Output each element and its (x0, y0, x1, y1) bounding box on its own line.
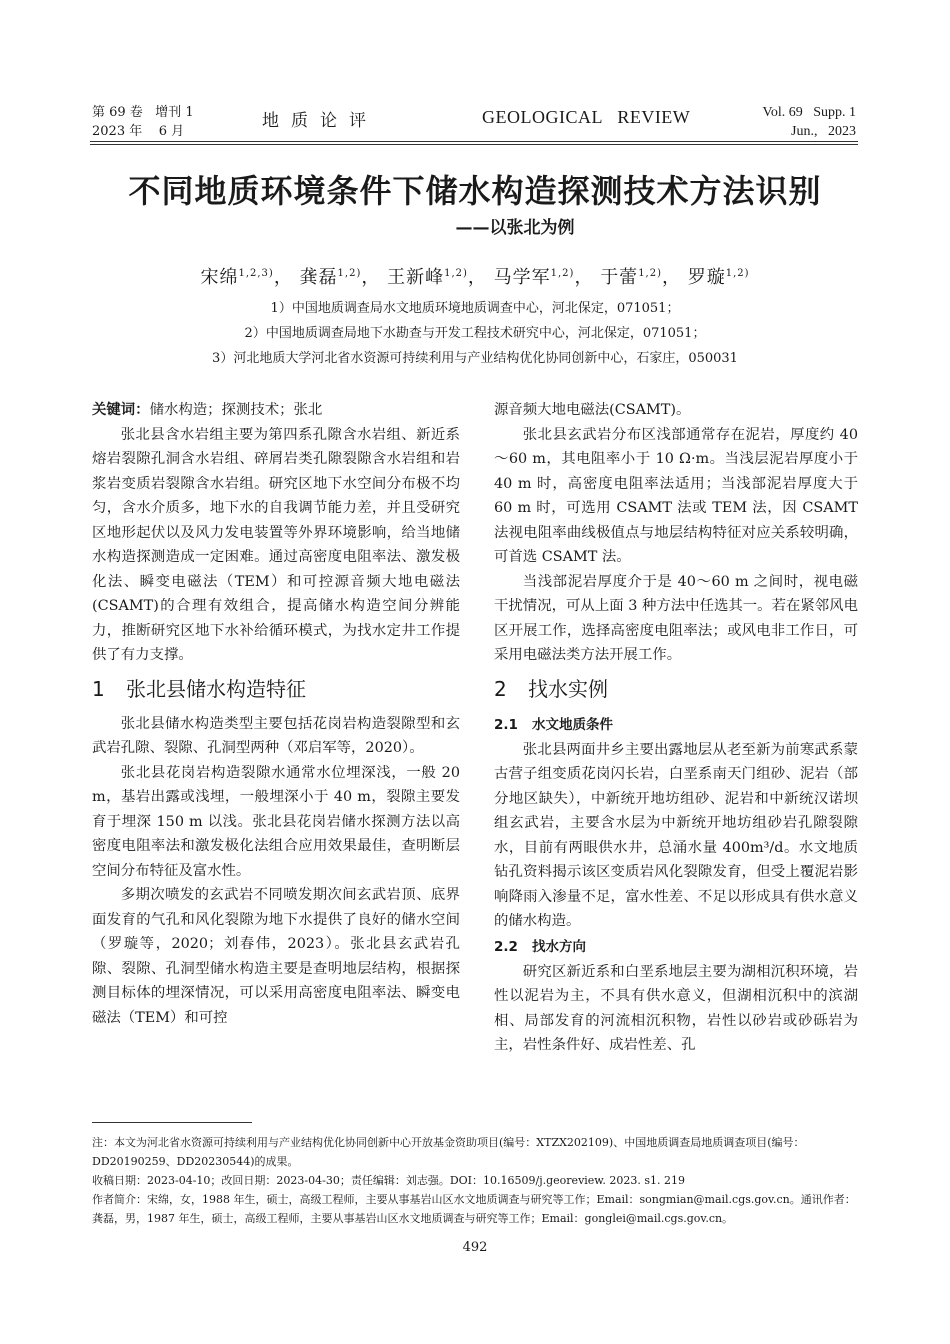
section-number: 2 (494, 676, 507, 701)
page-number: 492 (462, 1240, 488, 1255)
affiliation-3: 3）河北地质大学河北省水资源可持续利用与产业结构优化协同创新中心，石家庄，050031 (212, 351, 738, 366)
footnote-funding: 注：本文为河北省水资源可持续利用与产业结构优化协同创新中心开放基金资助项目(编号：XTZX202109)、中国地质调查局地质调查项目(编号：DD20190259、DD20230544)的成果。 (92, 1136, 805, 1168)
subsection-title: 水文地质条件 (532, 716, 613, 733)
subsection-number: 2.2 (494, 938, 518, 955)
author-separator: ， (467, 267, 487, 288)
author-separator: ， (361, 267, 381, 288)
right-column (494, 398, 858, 1058)
section-title: 找水实例 (528, 676, 608, 701)
volume-en: Vol. 69 Supp. 1 (762, 105, 856, 120)
section-heading-2 (494, 674, 858, 704)
body-paragraph-continued: 源音频大地电磁法(CSAMT)。 (494, 402, 691, 418)
body-paragraph: 当浅部泥岩厚度介于是 40～60 m 之间时，视电磁干扰情况，可从上面 3 种方法中任选其一。若在紧邻风电区开展工作，选择高密度电阻率法；或风电非工作日，可采用电磁法类方法开展工作。 (494, 573, 858, 663)
affiliation-2: 2）中国地质调查局地下水勘查与开发工程技术研究中心，河北保定，071051； (244, 326, 706, 341)
header-rule (90, 141, 858, 142)
author-affil-mark: 1,2) (725, 268, 750, 279)
footnote-rule (92, 1122, 252, 1123)
author-name: 罗璇 (687, 267, 726, 288)
body-paragraph: 研究区新近系和白垩系地层主要为湖相沉积环境，岩性以泥岩为主，不具有供水意义，但湖相沉积中的滨湖相、局部发育的河流相沉积物，岩性以砂岩或砂砾岩为主，岩性条件好、成岩性差、孔 (494, 963, 858, 1053)
author-name: 宋绵 (200, 267, 239, 288)
author-affil-mark: 1,2) (444, 268, 468, 279)
body-paragraph: 张北县花岗岩构造裂隙水通常水位埋深浅，一般 20 m，基岩出露或浅埋，一般埋深小于 40 m，裂隙主要发育于埋深 150 m 以浅。张北县花岗岩储水探测方法以高密度电阻率法和激发极化法组合应用效果最佳，查明断层空间分布特征及富水性。 (92, 764, 460, 879)
affiliation-1: 1）中国地质调查局水文地质环境地质调查中心，河北保定，071051； (270, 301, 680, 316)
section-title: 张北县储水构造特征 (126, 676, 306, 701)
section-heading-1 (92, 674, 460, 704)
keywords-text: 储水构造；探测技术；张北 (149, 402, 323, 418)
body-paragraph: 张北县储水构造类型主要包括花岗岩构造裂隙型和玄武岩孔隙、裂隙、孔洞型两种（邓启军等，2020）。 (92, 715, 460, 756)
author-affil-mark: 1,2) (550, 268, 575, 279)
author-separator: ， (273, 267, 293, 288)
header-rule-second (90, 144, 858, 145)
date-cn: 2023 年 6 月 (92, 124, 185, 139)
author-name: 龚磊 (299, 267, 338, 288)
date-en: Jun., 2023 (791, 124, 856, 139)
author-separator: ， (662, 267, 681, 288)
subsection-heading-2-1 (494, 712, 858, 738)
abstract-paragraph: 张北县含水岩组主要为第四系孔隙含水岩组、新近系熔岩裂隙孔洞含水岩组、碎屑岩类孔隙裂隙含水岩组和岩浆岩变质岩裂隙含水岩组。研究区地下水空间分布极不均匀，含水介质多，地下水的自我调节能力差，并且受研究区地形起伏以及风力发电装置等外界环境影响，给当地储水构造探测造成一定困难。通过高密度电阻率法、激发极化法、瞬变电磁法（TEM）和可控源音频大地电磁法(CSAMT)的合理有效组合，提高储水构造空间分辨能力，推断研究区地下水补给循环模式，为找水定井工作提供了有力支撑。 (92, 426, 460, 663)
subsection-heading-2-2 (494, 934, 858, 960)
author-affil-mark: 1,2) (337, 268, 362, 279)
subsection-title: 找水方向 (532, 938, 586, 955)
keywords (92, 398, 460, 423)
left-column (92, 398, 460, 1030)
footnote-author-bio: 作者简介：宋绵，女，1988 年生，硕士，高级工程师，主要从事基岩山区水文地质调查与研究等工作；Email：songmian@mail.cgs.gov.cn。通讯作者：龚磊，男，1987 年生，硕士，高级工程师，主要从事基岩山区水文地质调查与研究等工作；Email：gonglei@mail.cgs.gov.cn。 (92, 1193, 856, 1225)
journal-name-en: GEOLOGICAL REVIEW (482, 107, 691, 127)
author-name: 于蕾 (600, 267, 639, 288)
footnotes (92, 1133, 862, 1228)
author-affil-mark: 1,2) (638, 268, 662, 279)
author-name: 王新峰 (387, 267, 445, 288)
author-affil-mark: 1,2,3) (238, 268, 274, 279)
keywords-label: 关键词： (92, 402, 150, 418)
body-paragraph: 多期次喷发的玄武岩不同喷发期次间玄武岩顶、底界面发育的气孔和风化裂隙为地下水提供了良好的储水空间（罗璇等，2020；刘春伟，2023）。张北县玄武岩孔隙、裂隙、孔洞型储水构造主要是查明地层结构，根据探测目标体的埋深情况，可以采用高密度电阻率法、瞬变电磁法（TEM）和可控 (92, 887, 460, 1026)
paper-title: 不同地质环境条件下储水构造探测技术方法识别 (128, 172, 822, 210)
body-paragraph: 张北县两面井乡主要出露地层从老至新为前寒武系蒙古营子组变质花岗闪长岩，白垩系南天门组砂、泥岩（部分地区缺失），中新统开地坊组砂、泥岩和中新统汉诺坝组玄武岩，主要含水层为中新统开地坊组砂岩孔隙裂隙水，目前有两眼供水井，总涌水量 400m³/d。水文地质钻孔资料揭示该区变质岩风化裂隙发育，但受上覆泥岩影响降雨入渗量不足，富水性差、不足以形成具有供水意义的储水构造。 (494, 741, 858, 929)
author-name: 马学军 (493, 267, 551, 288)
paper-subtitle: ——以张北为例 (455, 218, 575, 238)
journal-name-cn: 地质论评 (262, 111, 378, 131)
author-separator: ， (574, 267, 594, 288)
running-header-volume-en (763, 103, 856, 141)
subsection-number: 2.1 (494, 716, 518, 733)
footnote-dates: 收稿日期：2023-04-10；改回日期：2023-04-30；责任编辑：刘志强。DOI：10.16509/j.georeview. 2023. s1. 219 (92, 1174, 686, 1187)
author-list (0, 263, 950, 289)
section-number: 1 (92, 676, 105, 701)
volume-cn: 第 69 卷 增刊 1 (92, 105, 194, 120)
running-header-volume (92, 103, 194, 141)
body-paragraph: 张北县玄武岩分布区浅部通常存在泥岩，厚度约 40～60 m，其电阻率小于 10 Ω·m。当浅层泥岩厚度小于 40 m 时，高密度电阻率法适用；当浅部泥岩厚度大于 60 m 时，可选用 CSAMT 法或 TEM 法，因 CSAMT 法视电阻率曲线极值点与地层结构特征对应关系较明确，可首选 CSAMT 法。 (494, 426, 858, 565)
